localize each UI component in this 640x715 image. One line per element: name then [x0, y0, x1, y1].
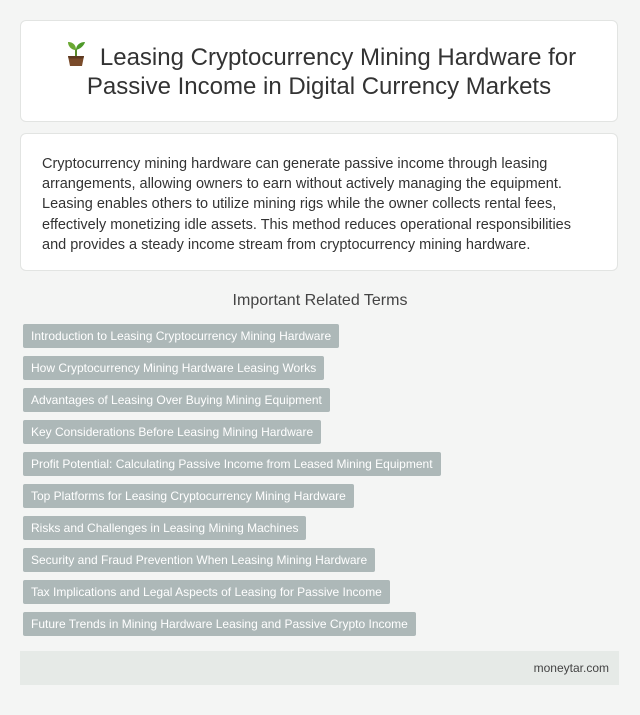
footer-bar [20, 651, 619, 685]
description-card [20, 133, 618, 271]
related-term-tag[interactable]: Key Considerations Before Leasing Mining Hardware [23, 420, 321, 444]
description-text: Cryptocurrency mining hardware can generate passive income through leasing arrangements, allowing owners to earn without actively managing the equipment. Leasing enables others to utilize mining rigs while the owner collects rental fees, effectively monetizing idle assets. This method reduces operational responsibilities and provides a steady income stream from cryptocurrency mining hardware. [42, 156, 571, 253]
sprout-icon [62, 41, 90, 67]
related-term-tag[interactable]: Profit Potential: Calculating Passive Income from Leased Mining Equipment [23, 452, 441, 476]
related-term-tag[interactable]: Security and Fraud Prevention When Leasing Mining Hardware [23, 548, 375, 572]
related-terms-heading: Important Related Terms [232, 292, 408, 309]
related-term-tag[interactable]: Top Platforms for Leasing Cryptocurrency Mining Hardware [23, 484, 354, 508]
related-term-tag[interactable]: How Cryptocurrency Mining Hardware Leasing Works [23, 356, 324, 380]
related-term-tag[interactable]: Future Trends in Mining Hardware Leasing and Passive Crypto Income [23, 612, 416, 636]
page-title [21, 41, 617, 101]
footer-site-link[interactable]: moneytar.com [533, 661, 609, 675]
related-terms-list [23, 324, 623, 644]
related-term-tag[interactable]: Introduction to Leasing Cryptocurrency Mining Hardware [23, 324, 339, 348]
related-term-tag[interactable]: Advantages of Leasing Over Buying Mining Equipment [23, 388, 330, 412]
page-title-text: Leasing Cryptocurrency Mining Hardware for Passive Income in Digital Currency Markets [86, 44, 577, 100]
title-card [20, 20, 618, 122]
related-term-tag[interactable]: Risks and Challenges in Leasing Mining Machines [23, 516, 306, 540]
related-term-tag[interactable]: Tax Implications and Legal Aspects of Leasing for Passive Income [23, 580, 390, 604]
